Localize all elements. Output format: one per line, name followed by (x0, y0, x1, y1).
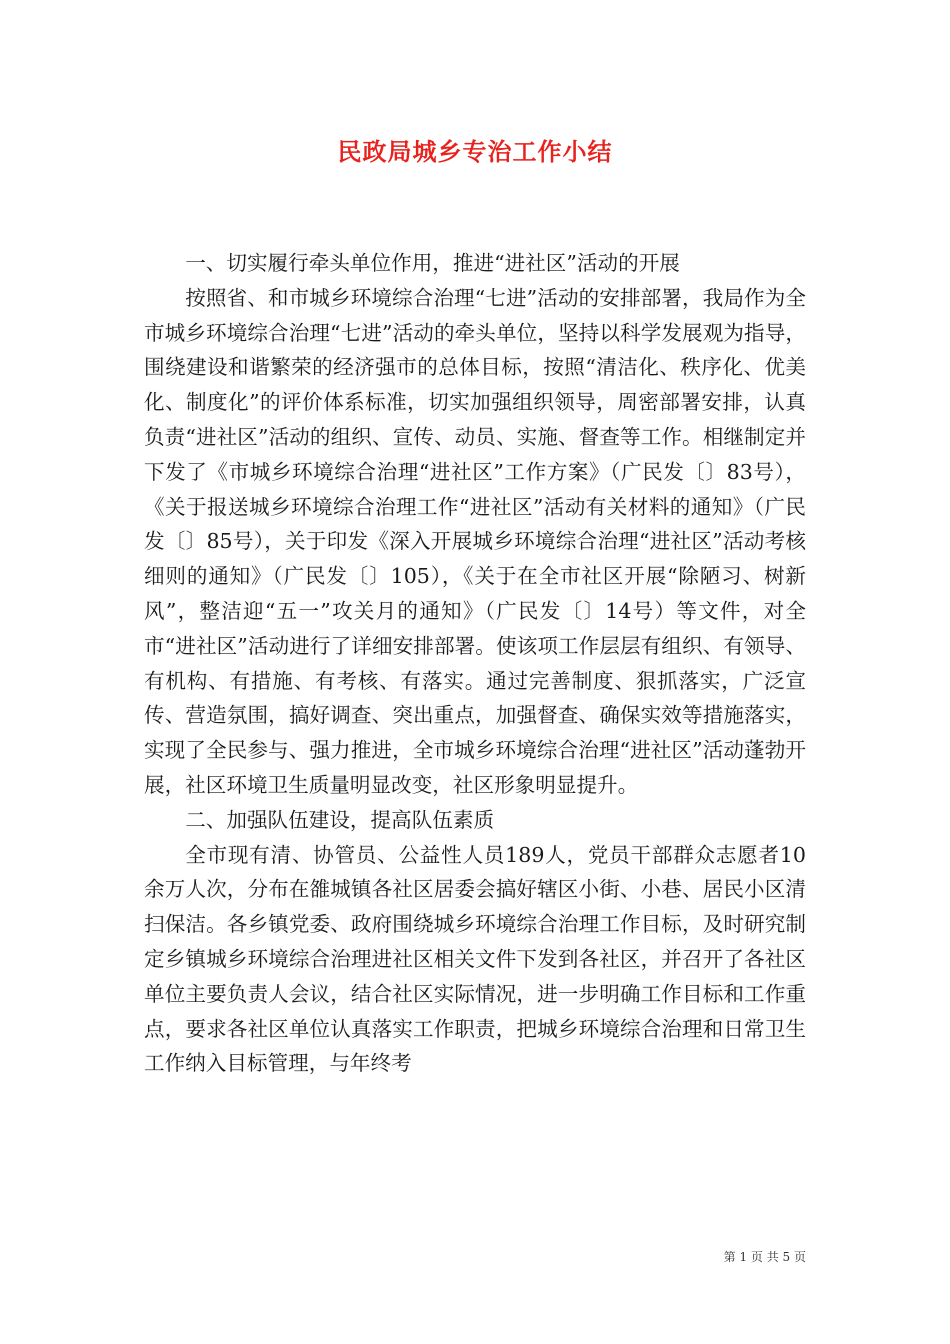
page-number-footer: 第 1 页 共 5 页 (723, 1250, 806, 1264)
section-heading-2: 二、加强队伍建设，提高队伍素质 (185, 807, 495, 832)
body-paragraph-1: 按照省、和市城乡环境综合治理“七进”活动的安排部署，我局作为全市城乡环境综合治理“七进”活动的牵头单位，坚持以科学发展观为指导，围绕建设和谐繁荣的经济强市的总体目标，按照“清洁化、秩序化、优美化、制度化”的评价体系标准，切实加强组织领导，周密部署安排，认真负责“进社区”活动的组织、宣传、动员、实施、督查等工作。相继制定并下发了《市城乡环境综合治理“进社区”工作方案》（广民发〔〕83号），《关于报送城乡环境综合治理工作“进社区”活动有关材料的通知》（广民发〔〕85号），关于印发《深入开展城乡环境综合治理“进社区”活动考核细则的通知》（广民发〔〕105），《关于在全市社区开展“除陋习、树新风”，整洁迎“五一”攻关月的通知》（广民发〔〕14号）等文件，对全市“进社区”活动进行了详细安排部署。使该项工作层层有组织、有领导、有机构、有措施、有考核、有落实。通过完善制度、狠抓落实，广泛宣传、营造氛围，搞好调查、突出重点，加强督查、确保实效等措施落实，实现了全民参与、强力推进，全市城乡环境综合治理“进社区”活动蓬勃开展，社区环境卫生质量明显改变，社区形象明显提升。 (144, 285, 806, 797)
section-heading-1: 一、切实履行牵头单位作用，推进“进社区”活动的开展 (185, 251, 680, 275)
document-title: 民政局城乡专治工作小结 (337, 137, 613, 166)
document-body (144, 246, 806, 1081)
body-paragraph-2: 全市现有清、协管员、公益性人员189人，党员干部群众志愿者10余万人次，分布在雒城镇各社区居委会搞好辖区小街、小巷、居民小区清扫保洁。各乡镇党委、政府围绕城乡环境综合治理工作目标，及时研究制定乡镇城乡环境综合治理进社区相关文件下发到各社区，并召开了各社区单位主要负责人会议，结合社区实际情况，进一步明确工作目标和工作重点，要求各社区单位认真落实工作职责，把城乡环境综合治理和日常卫生工作纳入目标管理，与年终考 (144, 842, 806, 1076)
